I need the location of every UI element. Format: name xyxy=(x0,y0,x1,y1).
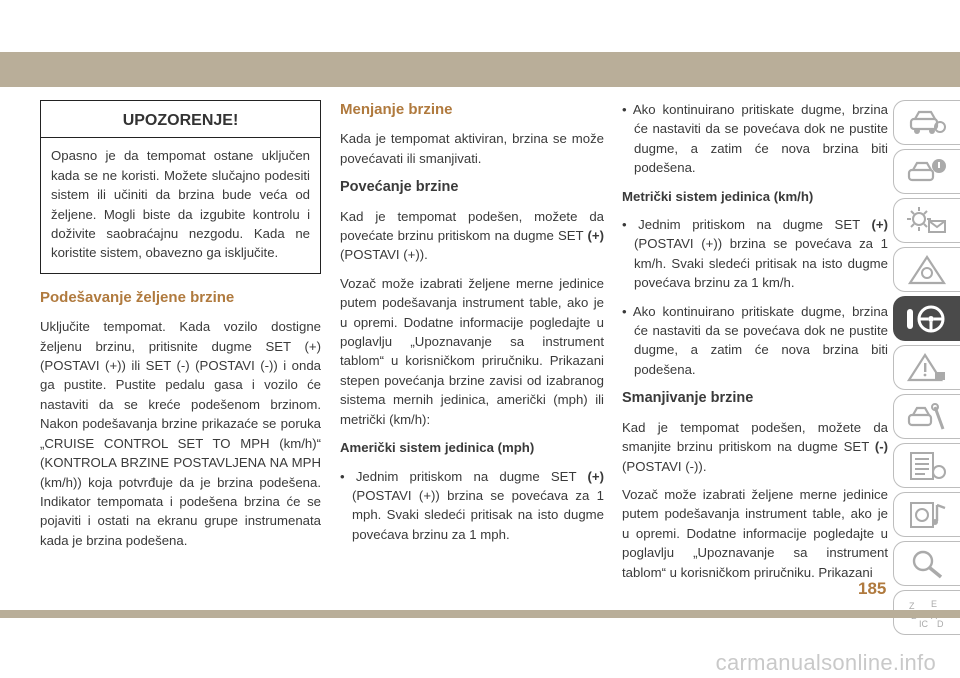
plus-marker: (+) xyxy=(587,468,604,484)
set-speed-paragraph: Uključite tempomat. Kada vozilo dostigne željenu brzinu, pritisnite dugme SET (+) (POSTAVI (+)) ili SET (-) (POSTAVI (-)) i onda ga pustite. Pustite pedalu gasa i vozilo će nastaviti da se kreće podešenom brzinom. Nakon podešavanja brzine prikazaće se poruka „CRUISE CONTROL SET TO MPH (km/h)“ (KONTROLA BRZINE POSTAVLJENA NA MPH (km/h)) koja potvrđuje da je brzina podešena. Indikator tempomata i podešena brzina će se pojaviti i ostati na ekranu grupe instrumenata kada je brzina podešena. xyxy=(40,319,321,548)
tab-multimedia[interactable] xyxy=(893,492,960,537)
search-icon xyxy=(905,548,949,580)
bullet-item: • Ako kontinuirano pritiskate dugme, brzina će nastaviti da se povećava dok ne pustite dugme, a zatim će nova brzina biti podešena. xyxy=(622,102,888,176)
text-run: (POSTAVI (+)) brzina se povećava za 1 mph. Svaki sledeći pritisak na isto dugme povećava brzinu za 1 mph. xyxy=(352,487,604,542)
decrease-paragraph xyxy=(622,418,888,476)
section-heading-change-speed: Menjanje brzine xyxy=(340,101,453,118)
tab-roadside-warning[interactable] xyxy=(893,345,960,390)
warning-body: Opasno je da tempomat ostane uključen kada se ne koristi. Možete slučajno podesiti sistem ili učiniti da brzina bude veća od željene. Mogli biste da izgubite kontrolu i doživite saobraćajnu nezgodu. Kada ne koristite sistem, obavezno ga isključite. xyxy=(51,148,310,261)
plus-marker: (+) xyxy=(587,228,604,244)
text-run: (POSTAVI (+)) brzina se povećava za 1 km/h. Svaki sledeći pritisak na isto dugme povećava brzinu za 1 km/h. xyxy=(634,236,888,291)
svg-text:E: E xyxy=(931,598,938,609)
car-search-icon xyxy=(905,107,949,139)
text-run: • Jednim pritiskom na dugme SET xyxy=(622,217,872,233)
warning-lights-icon xyxy=(905,205,949,237)
tab-roadside[interactable] xyxy=(893,247,960,292)
bullet-item xyxy=(340,467,604,545)
increase-paragraph xyxy=(340,207,604,265)
text-run: • Jednim pritiskom na dugme SET xyxy=(340,468,588,484)
metric-units-heading: Metrički sistem jedinica (km/h) xyxy=(622,188,814,204)
warning-box xyxy=(40,100,321,274)
bullet-item: • Ako kontinuirano pritiskate dugme, brzina će nastaviti da se povećava dok ne pustite dugme, a zatim će nova brzina biti podešena. xyxy=(622,303,888,377)
roadside-icon xyxy=(905,254,949,286)
page-number: 185 xyxy=(858,579,887,598)
header-stripe xyxy=(0,52,960,87)
multimedia-icon xyxy=(905,499,949,531)
text-run: Kad je tempomat podešen, možete da povećate brzinu pritiskom na dugme SET xyxy=(340,208,604,244)
plus-marker: (+) xyxy=(871,217,888,233)
car-info-icon xyxy=(905,156,949,188)
text-run: Kad je tempomat podešen, možete da smanjite brzinu pritiskom na dugme SET xyxy=(622,419,888,455)
tab-steering-controls[interactable] xyxy=(893,296,960,341)
text-run: (POSTAVI (+)). xyxy=(340,247,428,263)
minus-marker: (-) xyxy=(874,439,888,455)
maintenance-icon xyxy=(905,401,949,433)
warning-title: UPOZORENJE! xyxy=(41,101,320,138)
chapter-tabs xyxy=(893,100,960,639)
svg-text:D: D xyxy=(937,618,944,629)
specs-list-icon xyxy=(905,450,949,482)
change-speed-intro: Kada je tempomat aktiviran, brzina se može povećavati ili smanjivati. xyxy=(340,131,604,166)
tab-car-info[interactable] xyxy=(893,149,960,194)
subheading-increase-speed: Povećanje brzine xyxy=(340,179,459,196)
column-2 xyxy=(340,100,604,553)
subheading-decrease-speed: Smanjivanje brzine xyxy=(622,390,754,407)
steering-wheel-icon xyxy=(905,303,949,335)
tab-car-search[interactable] xyxy=(893,100,960,145)
units-paragraph: Vozač može izabrati željene merne jedinice putem podešavanja instrument table, ako je u opremi. Dodatne informacije pogledajte u poglavlju „Upoznavanje sa instrument tablom“ u korisničkom priručniku. Prikazani stepen povećanja brzine zavisi od izabranog sistema mernih jedinica, američki (mph) ili metrički (km/h): xyxy=(340,275,604,427)
svg-text:Z: Z xyxy=(909,600,915,611)
svg-text:IC: IC xyxy=(919,618,928,629)
bullet-item xyxy=(622,215,888,293)
roadside-warning-icon xyxy=(905,352,949,384)
tab-maintenance[interactable] xyxy=(893,394,960,439)
header-band xyxy=(0,0,960,88)
tab-search[interactable] xyxy=(893,541,960,586)
text-run: (POSTAVI (-)). xyxy=(622,458,707,474)
us-units-heading: Američki sistem jedinica (mph) xyxy=(340,440,535,456)
watermark: carmanualsonline.info xyxy=(715,650,936,675)
column-3 xyxy=(622,100,888,591)
tab-specs[interactable] xyxy=(893,443,960,488)
column-1 xyxy=(40,100,321,559)
section-heading-set-speed: Podešavanje željene brzine xyxy=(40,288,235,306)
tab-warning-lights[interactable] xyxy=(893,198,960,243)
units-paragraph-2: Vozač može izabrati željene merne jedinice putem podešavanja instrument table, ako je u opremi. Dodatne informacije pogledajte u poglavlju „Upoznavanje sa instrument tablom“ u korisničkom priručniku. Prikazani xyxy=(622,486,888,580)
footer-stripe xyxy=(0,610,960,618)
